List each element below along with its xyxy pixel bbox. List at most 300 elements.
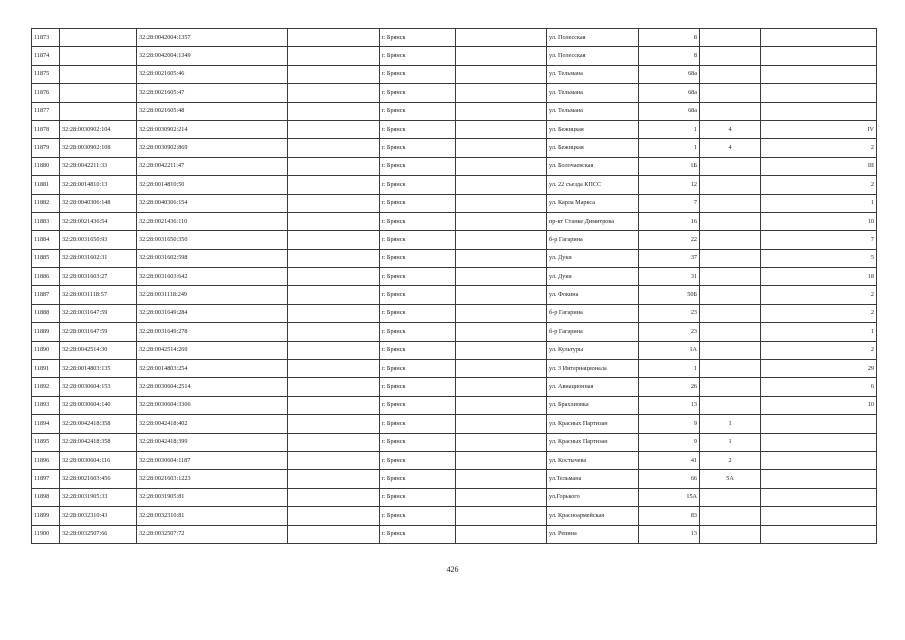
cadastral-number-cell: 32:28:0021603:1223: [137, 470, 288, 488]
parent-cadastral-number-cell: [60, 65, 137, 83]
table-row: [32, 451, 877, 469]
city-cell: г. Брянск: [380, 212, 456, 230]
cadastral-number-cell: 32:28:0032507:72: [137, 525, 288, 543]
cadastral-number-cell: 32:28:0042004:1349: [137, 47, 288, 65]
house-number-cell: 13: [639, 525, 700, 543]
street-cell: ул.Горького: [547, 488, 639, 506]
table-row: [32, 249, 877, 267]
building-cell: [700, 507, 761, 525]
house-number-cell: 1Б: [639, 157, 700, 175]
parent-cadastral-number-cell: 32:28:0031650:93: [60, 231, 137, 249]
empty-cell: [456, 157, 547, 175]
table-row: [32, 433, 877, 451]
building-cell: [700, 212, 761, 230]
street-cell: ул. Красноармейская: [547, 507, 639, 525]
row-number-cell: 11880: [32, 157, 60, 175]
house-number-cell: 68а: [639, 65, 700, 83]
house-number-cell: 68а: [639, 84, 700, 102]
city-cell: г. Брянск: [380, 65, 456, 83]
house-number-cell: 12: [639, 176, 700, 194]
building-cell: [700, 525, 761, 543]
table-row: [32, 304, 877, 322]
empty-cell: [456, 84, 547, 102]
cadastral-number-cell: 32:28:0032310:81: [137, 507, 288, 525]
parent-cadastral-number-cell: 32:28:0032507:66: [60, 525, 137, 543]
table-row: [32, 47, 877, 65]
building-cell: [700, 378, 761, 396]
empty-cell: [456, 120, 547, 138]
building-cell: [700, 157, 761, 175]
table-row: [32, 415, 877, 433]
empty-cell: [456, 194, 547, 212]
table-row: [32, 488, 877, 506]
table-body: [32, 29, 877, 544]
city-cell: г. Брянск: [380, 194, 456, 212]
empty-cell: [456, 249, 547, 267]
cadastral-number-cell: 32:28:0042418:399: [137, 433, 288, 451]
house-number-cell: 1: [639, 139, 700, 157]
city-cell: г. Брянск: [380, 157, 456, 175]
city-cell: г. Брянск: [380, 488, 456, 506]
house-number-cell: 31: [639, 268, 700, 286]
row-number-cell: 11894: [32, 415, 60, 433]
empty-cell: [288, 470, 380, 488]
cadastral-number-cell: 32:28:0021605:46: [137, 65, 288, 83]
empty-cell: [288, 84, 380, 102]
parent-cadastral-number-cell: [60, 102, 137, 120]
city-cell: г. Брянск: [380, 29, 456, 47]
table-row: [32, 378, 877, 396]
apartment-cell: [761, 415, 877, 433]
house-number-cell: 8: [639, 29, 700, 47]
house-number-cell: 1: [639, 120, 700, 138]
row-number-cell: 11895: [32, 433, 60, 451]
empty-cell: [288, 451, 380, 469]
street-cell: б-р Гагарина: [547, 304, 639, 322]
empty-cell: [456, 231, 547, 249]
parent-cadastral-number-cell: 32:28:0021603:456: [60, 470, 137, 488]
empty-cell: [456, 470, 547, 488]
registry-table: [31, 28, 877, 544]
empty-cell: [288, 341, 380, 359]
house-number-cell: 22: [639, 231, 700, 249]
row-number-cell: 11891: [32, 360, 60, 378]
building-cell: [700, 268, 761, 286]
apartment-cell: IV: [761, 120, 877, 138]
table-row: [32, 194, 877, 212]
house-number-cell: 9: [639, 415, 700, 433]
empty-cell: [288, 525, 380, 543]
building-cell: [700, 249, 761, 267]
city-cell: г. Брянск: [380, 268, 456, 286]
cadastral-number-cell: 32:28:0031603:642: [137, 268, 288, 286]
empty-cell: [456, 488, 547, 506]
row-number-cell: 11899: [32, 507, 60, 525]
empty-cell: [456, 176, 547, 194]
house-number-cell: 83: [639, 507, 700, 525]
street-cell: б-р Гагарина: [547, 323, 639, 341]
apartment-cell: [761, 102, 877, 120]
street-cell: ул. Бежицкая: [547, 139, 639, 157]
cadastral-number-cell: 32:28:0021605:47: [137, 84, 288, 102]
parent-cadastral-number-cell: 32:28:0030604:153: [60, 378, 137, 396]
house-number-cell: 23: [639, 304, 700, 322]
empty-cell: [456, 65, 547, 83]
empty-cell: [456, 268, 547, 286]
house-number-cell: 16: [639, 212, 700, 230]
empty-cell: [456, 139, 547, 157]
cadastral-number-cell: 32:28:0031649:284: [137, 304, 288, 322]
row-number-cell: 11877: [32, 102, 60, 120]
parent-cadastral-number-cell: 32:28:0042418:358: [60, 415, 137, 433]
cadastral-number-cell: 32:28:0014810:50: [137, 176, 288, 194]
building-cell: 2: [700, 451, 761, 469]
empty-cell: [288, 212, 380, 230]
parent-cadastral-number-cell: 32:28:0030604:116: [60, 451, 137, 469]
parent-cadastral-number-cell: 32:28:0031647:59: [60, 304, 137, 322]
street-cell: ул. Полесская: [547, 29, 639, 47]
cadastral-number-cell: 32:28:0030604:2514: [137, 378, 288, 396]
street-cell: ул. Тельмана: [547, 84, 639, 102]
street-cell: ул. Красных Партизан: [547, 415, 639, 433]
building-cell: 1: [700, 415, 761, 433]
empty-cell: [456, 396, 547, 414]
parent-cadastral-number-cell: 32:28:0030902:108: [60, 139, 137, 157]
table-row: [32, 65, 877, 83]
street-cell: ул.Тельмана: [547, 470, 639, 488]
apartment-cell: [761, 29, 877, 47]
parent-cadastral-number-cell: 32:28:0031118:57: [60, 286, 137, 304]
row-number-cell: 11892: [32, 378, 60, 396]
parent-cadastral-number-cell: 32:28:0032310:43: [60, 507, 137, 525]
building-cell: [700, 231, 761, 249]
parent-cadastral-number-cell: 32:28:0042514:30: [60, 341, 137, 359]
parent-cadastral-number-cell: 32:28:0021436:54: [60, 212, 137, 230]
empty-cell: [288, 268, 380, 286]
city-cell: г. Брянск: [380, 84, 456, 102]
empty-cell: [456, 525, 547, 543]
city-cell: г. Брянск: [380, 120, 456, 138]
street-cell: ул. Репина: [547, 525, 639, 543]
house-number-cell: 1А: [639, 341, 700, 359]
city-cell: г. Брянск: [380, 525, 456, 543]
apartment-cell: 18: [761, 268, 877, 286]
street-cell: ул. Тельмана: [547, 102, 639, 120]
empty-cell: [288, 194, 380, 212]
apartment-cell: III: [761, 157, 877, 175]
table-row: [32, 231, 877, 249]
table-row: [32, 157, 877, 175]
building-cell: [700, 47, 761, 65]
page-number: 426: [446, 565, 459, 574]
cadastral-number-cell: 32:28:0042211:47: [137, 157, 288, 175]
house-number-cell: 37: [639, 249, 700, 267]
parent-cadastral-number-cell: 32:28:0031602:31: [60, 249, 137, 267]
empty-cell: [456, 102, 547, 120]
street-cell: ул. Дуки: [547, 268, 639, 286]
house-number-cell: 7: [639, 194, 700, 212]
table-row: [32, 286, 877, 304]
table-row: [32, 396, 877, 414]
parent-cadastral-number-cell: 32:28:0030902:104: [60, 120, 137, 138]
apartment-cell: 10: [761, 396, 877, 414]
house-number-cell: 8: [639, 47, 700, 65]
cadastral-number-cell: 32:28:0021436:110: [137, 212, 288, 230]
empty-cell: [456, 433, 547, 451]
cadastral-number-cell: 32:28:0030604:1187: [137, 451, 288, 469]
city-cell: г. Брянск: [380, 47, 456, 65]
street-cell: ул. 3 Интернационала: [547, 360, 639, 378]
empty-cell: [288, 249, 380, 267]
city-cell: г. Брянск: [380, 378, 456, 396]
street-cell: ул. Красных Партизан: [547, 433, 639, 451]
city-cell: г. Брянск: [380, 415, 456, 433]
city-cell: г. Брянск: [380, 176, 456, 194]
parent-cadastral-number-cell: 32:28:0014810:13: [60, 176, 137, 194]
cadastral-number-cell: 32:28:0021605:48: [137, 102, 288, 120]
street-cell: ул. Костычева: [547, 451, 639, 469]
row-number-cell: 11887: [32, 286, 60, 304]
building-cell: [700, 360, 761, 378]
city-cell: г. Брянск: [380, 470, 456, 488]
table-row: [32, 120, 877, 138]
row-number-cell: 11896: [32, 451, 60, 469]
street-cell: ул. Брахлиовка: [547, 396, 639, 414]
apartment-cell: [761, 488, 877, 506]
empty-cell: [288, 47, 380, 65]
street-cell: ул. Тельмана: [547, 65, 639, 83]
row-number-cell: 11883: [32, 212, 60, 230]
apartment-cell: [761, 84, 877, 102]
street-cell: ул. Полесская: [547, 47, 639, 65]
empty-cell: [288, 507, 380, 525]
row-number-cell: 11890: [32, 341, 60, 359]
street-cell: ул. Культуры: [547, 341, 639, 359]
empty-cell: [288, 29, 380, 47]
empty-cell: [456, 507, 547, 525]
empty-cell: [288, 231, 380, 249]
row-number-cell: 11878: [32, 120, 60, 138]
empty-cell: [456, 323, 547, 341]
building-cell: [700, 396, 761, 414]
cadastral-number-cell: 32:28:0031649:278: [137, 323, 288, 341]
apartment-cell: 10: [761, 212, 877, 230]
parent-cadastral-number-cell: [60, 29, 137, 47]
empty-cell: [456, 286, 547, 304]
empty-cell: [288, 65, 380, 83]
street-cell: б-р Гагарина: [547, 231, 639, 249]
street-cell: ул. Авиационная: [547, 378, 639, 396]
table-row: [32, 29, 877, 47]
city-cell: г. Брянск: [380, 341, 456, 359]
house-number-cell: 41: [639, 451, 700, 469]
empty-cell: [288, 415, 380, 433]
city-cell: г. Брянск: [380, 507, 456, 525]
row-number-cell: 11897: [32, 470, 60, 488]
table-row: [32, 470, 877, 488]
building-cell: [700, 29, 761, 47]
cadastral-number-cell: 32:28:0014803:254: [137, 360, 288, 378]
empty-cell: [456, 378, 547, 396]
building-cell: 4: [700, 120, 761, 138]
row-number-cell: 11893: [32, 396, 60, 414]
city-cell: г. Брянск: [380, 102, 456, 120]
row-number-cell: 11898: [32, 488, 60, 506]
row-number-cell: 11874: [32, 47, 60, 65]
row-number-cell: 11879: [32, 139, 60, 157]
table-row: [32, 323, 877, 341]
parent-cadastral-number-cell: 32:28:0030604:140: [60, 396, 137, 414]
house-number-cell: 15А: [639, 488, 700, 506]
empty-cell: [456, 212, 547, 230]
apartment-cell: 2: [761, 139, 877, 157]
row-number-cell: 11900: [32, 525, 60, 543]
apartment-cell: 5: [761, 249, 877, 267]
street-cell: ул. Карла Маркса: [547, 194, 639, 212]
cadastral-number-cell: 32:28:0030902:214: [137, 120, 288, 138]
building-cell: [700, 84, 761, 102]
building-cell: [700, 488, 761, 506]
empty-cell: [288, 433, 380, 451]
empty-cell: [288, 304, 380, 322]
building-cell: [700, 323, 761, 341]
city-cell: г. Брянск: [380, 433, 456, 451]
table-row: [32, 525, 877, 543]
parent-cadastral-number-cell: 32:28:0031905:33: [60, 488, 137, 506]
street-cell: ул. Болочаевская: [547, 157, 639, 175]
empty-cell: [288, 323, 380, 341]
building-cell: [700, 176, 761, 194]
building-cell: [700, 286, 761, 304]
empty-cell: [456, 451, 547, 469]
street-cell: пр-кт Станке Димитрова: [547, 212, 639, 230]
row-number-cell: 11884: [32, 231, 60, 249]
building-cell: 4: [700, 139, 761, 157]
parent-cadastral-number-cell: 32:28:0031647:59: [60, 323, 137, 341]
city-cell: г. Брянск: [380, 249, 456, 267]
building-cell: 5А: [700, 470, 761, 488]
cadastral-number-cell: 32:28:0031650:350: [137, 231, 288, 249]
table-row: [32, 268, 877, 286]
empty-cell: [456, 341, 547, 359]
house-number-cell: 23: [639, 323, 700, 341]
cadastral-number-cell: 32:28:0042418:402: [137, 415, 288, 433]
house-number-cell: 1: [639, 360, 700, 378]
row-number-cell: 11882: [32, 194, 60, 212]
apartment-cell: 2: [761, 341, 877, 359]
city-cell: г. Брянск: [380, 231, 456, 249]
city-cell: г. Брянск: [380, 304, 456, 322]
empty-cell: [288, 396, 380, 414]
empty-cell: [288, 176, 380, 194]
empty-cell: [288, 488, 380, 506]
city-cell: г. Брянск: [380, 396, 456, 414]
empty-cell: [456, 360, 547, 378]
street-cell: ул. Фокина: [547, 286, 639, 304]
apartment-cell: [761, 525, 877, 543]
parent-cadastral-number-cell: 32:28:0042211:33: [60, 157, 137, 175]
row-number-cell: 11888: [32, 304, 60, 322]
apartment-cell: 1: [761, 194, 877, 212]
street-cell: ул. Дуки: [547, 249, 639, 267]
parent-cadastral-number-cell: 32:28:0042418:358: [60, 433, 137, 451]
table-row: [32, 212, 877, 230]
house-number-cell: 50Б: [639, 286, 700, 304]
table-row: [32, 84, 877, 102]
apartment-cell: [761, 65, 877, 83]
empty-cell: [288, 102, 380, 120]
empty-cell: [288, 139, 380, 157]
row-number-cell: 11875: [32, 65, 60, 83]
empty-cell: [288, 120, 380, 138]
table-row: [32, 176, 877, 194]
row-number-cell: 11886: [32, 268, 60, 286]
cadastral-number-cell: 32:28:0042514:269: [137, 341, 288, 359]
apartment-cell: [761, 470, 877, 488]
table-row: [32, 507, 877, 525]
row-number-cell: 11885: [32, 249, 60, 267]
apartment-cell: 7: [761, 231, 877, 249]
street-cell: ул. 22 съезда КПСС: [547, 176, 639, 194]
apartment-cell: [761, 433, 877, 451]
parent-cadastral-number-cell: 32:28:0014803:135: [60, 360, 137, 378]
city-cell: г. Брянск: [380, 451, 456, 469]
parent-cadastral-number-cell: 32:28:0040306:148: [60, 194, 137, 212]
table-row: [32, 102, 877, 120]
apartment-cell: [761, 507, 877, 525]
parent-cadastral-number-cell: 32:28:0031603:27: [60, 268, 137, 286]
city-cell: г. Брянск: [380, 139, 456, 157]
table-row: [32, 139, 877, 157]
building-cell: [700, 304, 761, 322]
row-number-cell: 11876: [32, 84, 60, 102]
apartment-cell: [761, 451, 877, 469]
apartment-cell: 2: [761, 176, 877, 194]
empty-cell: [456, 29, 547, 47]
cadastral-number-cell: 32:28:0031905:81: [137, 488, 288, 506]
table-row: [32, 360, 877, 378]
apartment-cell: 1: [761, 323, 877, 341]
building-cell: [700, 102, 761, 120]
row-number-cell: 11881: [32, 176, 60, 194]
row-number-cell: 11889: [32, 323, 60, 341]
empty-cell: [288, 360, 380, 378]
city-cell: г. Брянск: [380, 286, 456, 304]
house-number-cell: 13: [639, 396, 700, 414]
street-cell: ул. Бежицкая: [547, 120, 639, 138]
house-number-cell: 26: [639, 378, 700, 396]
cadastral-number-cell: 32:28:0030604:3306: [137, 396, 288, 414]
cadastral-number-cell: 32:28:0040306:154: [137, 194, 288, 212]
apartment-cell: 2: [761, 304, 877, 322]
empty-cell: [456, 304, 547, 322]
apartment-cell: 6: [761, 378, 877, 396]
cadastral-number-cell: 32:28:0031118:249: [137, 286, 288, 304]
row-number-cell: 11873: [32, 29, 60, 47]
apartment-cell: [761, 47, 877, 65]
cadastral-number-cell: 32:28:0042004:1357: [137, 29, 288, 47]
city-cell: г. Брянск: [380, 323, 456, 341]
cadastral-number-cell: 32:28:0031602:598: [137, 249, 288, 267]
house-number-cell: 9: [639, 433, 700, 451]
building-cell: [700, 65, 761, 83]
apartment-cell: 29: [761, 360, 877, 378]
apartment-cell: 2: [761, 286, 877, 304]
city-cell: г. Брянск: [380, 360, 456, 378]
parent-cadastral-number-cell: [60, 47, 137, 65]
building-cell: 1: [700, 433, 761, 451]
parent-cadastral-number-cell: [60, 84, 137, 102]
